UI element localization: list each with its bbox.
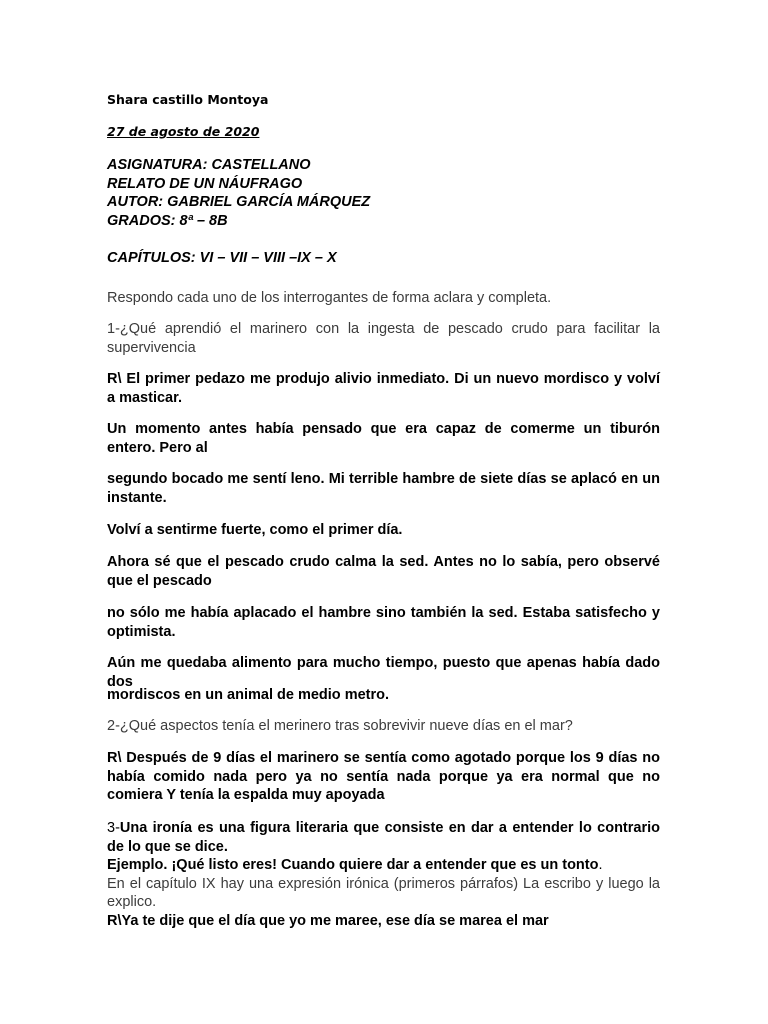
question-2: 2-¿Qué aspectos tenía el merinero tras sobrevivir nueve días en el mar? <box>107 718 573 734</box>
question-3-number: 3- <box>107 820 120 836</box>
irony-example-period: . <box>598 857 603 873</box>
answer-1-paragraph: mordiscos en un animal de medio metro. <box>107 687 390 703</box>
answer-1-paragraph: segundo bocado me sentí leno. Mi terrible hambre de siete días se aplacó en un instante. <box>107 471 660 506</box>
document-date: 27 de agosto de 2020 <box>107 124 260 139</box>
irony-example-text: Ejemplo. ¡Qué listo eres! Cuando quiere dar a entender que es un tonto <box>107 857 599 873</box>
irony-definition-text: Una ironía es una figura literaria que consiste en dar a entender lo contrario de lo que se dice. <box>107 820 660 855</box>
question-3-block <box>107 819 660 930</box>
question-3-prompt: En el capítulo IX hay una expresión irónica (primeros párrafos) La escribo y luego la explico. <box>107 875 660 910</box>
answer-1-paragraph: no sólo me había aplacado el hambre sino también la sed. Estaba satisfecho y optimista. <box>107 605 660 640</box>
subject-line: ASIGNATURA: CASTELLANO <box>107 157 311 173</box>
answer-1-paragraph: Ahora sé que el pescado crudo calma la sed. Antes no lo sabía, pero observé que el pescado <box>107 554 660 589</box>
answer-1-paragraph: Volví a sentirme fuerte, como el primer día. <box>107 522 403 538</box>
grades-line: GRADOS: 8ª – 8B <box>107 212 228 229</box>
irony-definition <box>107 819 660 856</box>
author-name: Shara castillo Montoya <box>107 92 269 107</box>
assignment-header <box>107 156 370 230</box>
answer-3: R\Ya te dije que el día que yo me maree, ese día se marea el mar <box>107 912 549 929</box>
answer-1-paragraph: R\ El primer pedazo me produjo alivio inmediato. Di un nuevo mordisco y volví a masticar. <box>107 371 660 406</box>
chapters-line: CAPÍTULOS: VI – VII – VIII –IX – X <box>107 250 337 266</box>
title-line: RELATO DE UN NÁUFRAGO <box>107 175 303 192</box>
answer-1-paragraph: Aún me quedaba alimento para mucho tiempo, puesto que apenas había dado dos <box>107 655 660 690</box>
intro-text: Respondo cada uno de los interrogantes de forma aclara y completa. <box>107 290 552 306</box>
answer-1-paragraph: Un momento antes había pensado que era capaz de comerme un tiburón entero. Pero al <box>107 421 660 456</box>
answer-2: R\ Después de 9 días el marinero se sentía como agotado porque los 9 días no había comido nada pero ya no sentía nada porque ya era normal que no comiera Y tenía la espalda muy apoyada <box>107 750 660 803</box>
author-line: AUTOR: GABRIEL GARCÍA MÁRQUEZ <box>107 194 371 210</box>
question-1: 1-¿Qué aprendió el marinero con la ingesta de pescado crudo para facilitar la supervivencia <box>107 321 660 356</box>
irony-example <box>107 856 660 875</box>
